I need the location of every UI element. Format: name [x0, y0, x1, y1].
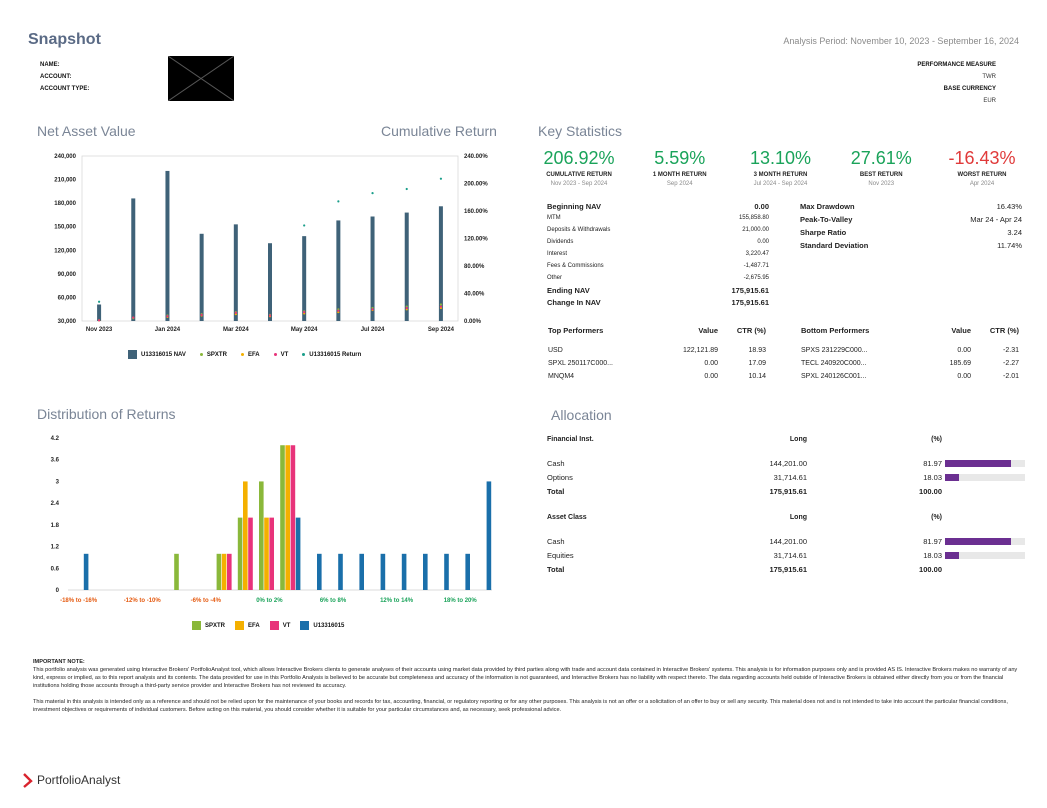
allocation-header [547, 436, 1027, 450]
nav-row-value: 175,915.61 [731, 285, 769, 295]
key-stat-tiles [533, 148, 1028, 187]
return-point-vt [440, 305, 442, 307]
nav-y-tick: 90,000 [57, 271, 76, 278]
nav-row-label: Beginning NAV [547, 201, 602, 211]
nav-bar [336, 220, 340, 321]
dist-legend-efa: EFA [235, 621, 260, 630]
allocation-row [547, 456, 1027, 470]
allocation-total-pct: 100.00 [919, 564, 942, 574]
nav-bar [97, 305, 101, 322]
nav-row-value: 175,915.61 [731, 297, 769, 307]
risk-row [800, 213, 1022, 226]
risk-row-value: 16.43% [996, 202, 1022, 211]
base-currency-value: EUR [983, 98, 996, 104]
performers-header-cell: Bottom Performers [801, 326, 870, 335]
performer-cell: USD [548, 347, 563, 354]
allocation-total-long: 175,915.61 [769, 486, 807, 496]
return-point-u13316015-return [98, 301, 100, 303]
nav-bar [234, 224, 238, 321]
stat-label: BEST RETURN [859, 172, 903, 178]
dist-bar-u13316015 [84, 554, 89, 590]
return-point-u13316015-return [303, 224, 305, 226]
risk-row [800, 239, 1022, 252]
performer-cell: 122,121.89 [682, 347, 718, 354]
stat-subtitle: Sep 2024 [666, 181, 693, 187]
risk-row-label: Sharpe Ratio [800, 228, 847, 237]
nav-row-label: Fees & Commissions [547, 263, 604, 269]
nav-breakdown [547, 200, 769, 308]
nav-row-value: 0.00 [757, 239, 769, 245]
nav-y2-tick: 120.00% [464, 236, 488, 243]
return-point-u13316015-return [440, 178, 442, 180]
portfolioanalyst-logo-icon [22, 772, 34, 788]
allocation-row-label: Cash [547, 458, 565, 468]
stat-tile [835, 148, 927, 187]
dist-bar-u13316015 [423, 554, 428, 590]
dist-bar-u13316015 [359, 554, 364, 590]
nav-x-tick: Jan 2024 [154, 327, 181, 333]
performer-row [801, 370, 1021, 383]
allocation-row-label: Equities [547, 550, 574, 560]
allocation-total-label: Total [547, 486, 565, 496]
dist-bar-vt [227, 554, 232, 590]
nav-x-tick: Sep 2024 [427, 327, 454, 333]
dist-bar-vt [291, 445, 296, 590]
stat-tile [533, 148, 625, 187]
dist-x-tick: 12% to 14% [380, 598, 414, 604]
nav-x-tick: Mar 2024 [222, 327, 249, 333]
allocation-tables [547, 436, 1027, 576]
risk-row-value: 11.74% [997, 241, 1022, 250]
risk-row-value: 3.24 [1007, 228, 1022, 237]
nav-row-label: Interest [547, 251, 568, 257]
allocation-row-label: Cash [547, 536, 565, 546]
stat-tile [735, 148, 827, 187]
nav-legend [128, 350, 361, 359]
performer-row [548, 370, 766, 383]
cumulative-return-title: Cumulative Return [381, 123, 497, 139]
nav-bar [371, 217, 375, 322]
performer-cell: 0.00 [704, 373, 718, 380]
dist-y-tick: 0.6 [50, 566, 59, 573]
allocation-bar-fill [945, 474, 959, 481]
dist-bar-efa [285, 445, 290, 590]
nav-row-label: Other [547, 275, 563, 281]
dist-bar-u13316015 [487, 481, 492, 590]
analysis-period: Analysis Period: November 10, 2023 - September 16, 2024 [783, 36, 1019, 46]
dist-x-tick: 18% to 20% [443, 598, 477, 604]
allocation-title: Allocation [551, 407, 612, 423]
dist-y-tick: 3 [55, 479, 59, 486]
note-paragraph-2: This material in this analysis is intended only as a reference and should not be relied upon for the maintenance of your books and records for tax, accounting, financial, or regulatory reporting or for any other purposes. This analysis is not an offer or a solicitation of an offer to buy or sell any security. This material does not and is not intended to take into account the particular financial conditions, investment objectives or requirements of individual customers. Before acting on this material, you should consider whether it is suitable for your particular circumstances and, as necessary, seek professional advice. [33, 699, 1008, 713]
allocation-row-pct: 18.03 [923, 472, 942, 482]
stat-value: 27.61% [850, 148, 912, 168]
bottom-performers-table [801, 326, 1021, 383]
footer-brand [22, 772, 120, 788]
dist-bar-spxtr [238, 518, 243, 590]
dist-bar-spxtr [280, 445, 285, 590]
stat-label: CUMULATIVE RETURN [546, 172, 612, 178]
nav-row [547, 284, 769, 296]
nav-y2-tick: 80.00% [464, 264, 485, 270]
dist-x-tick: -12% to -10% [123, 598, 161, 604]
allocation-bar-track [945, 460, 1025, 467]
return-point-spxtr [440, 303, 442, 305]
stat-label: 1 MONTH RETURN [652, 172, 707, 178]
dist-x-tick: 6% to 8% [319, 598, 347, 604]
allocation-header-cell: (%) [931, 436, 942, 443]
risk-row-label: Max Drawdown [800, 202, 855, 211]
performer-cell: -2.31 [1003, 347, 1019, 354]
allocation-row [547, 548, 1027, 562]
legend-return: U13316015 Return [302, 352, 361, 358]
performer-cell: -2.01 [1003, 373, 1019, 380]
nav-x-tick: Nov 2023 [85, 327, 113, 333]
distribution-chart [0, 430, 500, 610]
performer-cell: 0.00 [704, 360, 718, 367]
stat-subtitle: Nov 2023 - Sep 2024 [550, 181, 608, 187]
nav-y-tick: 60,000 [57, 295, 76, 302]
return-point-vt [132, 316, 134, 318]
account-label: ACCOUNT: [40, 74, 72, 80]
dist-bar-efa [243, 481, 248, 590]
return-point-vt [201, 314, 203, 316]
nav-bar [131, 198, 135, 321]
risk-row-label: Peak-To-Valley [800, 215, 853, 224]
account-type-label: ACCOUNT TYPE: [40, 86, 90, 92]
dist-bar-spxtr [217, 554, 222, 590]
allocation-row-long: 144,201.00 [769, 458, 807, 468]
risk-stats [800, 200, 1022, 252]
distribution-title: Distribution of Returns [37, 406, 176, 422]
legend-efa: EFA [241, 352, 260, 358]
nav-row-value: -2,675.95 [743, 275, 769, 281]
nav-bar [165, 171, 169, 321]
performer-cell: MNQM4 [548, 373, 575, 380]
performer-cell: 0.00 [957, 373, 971, 380]
return-point-u13316015-return [371, 192, 373, 194]
stat-label: WORST RETURN [957, 172, 1007, 178]
nav-bar [405, 213, 409, 321]
allocation-header-cell: (%) [931, 514, 942, 521]
nav-row-label: MTM [547, 215, 561, 221]
allocation-row-long: 31,714.61 [773, 550, 807, 560]
allocation-bar-fill [945, 538, 1011, 545]
nav-row-value: 0.00 [754, 201, 769, 211]
risk-row-label: Standard Deviation [800, 241, 869, 250]
nav-row-value: 21,000.00 [742, 227, 769, 233]
nav-x-tick: Jul 2024 [360, 327, 385, 333]
nav-y-tick: 120,000 [54, 248, 76, 255]
stat-subtitle: Nov 2023 [868, 181, 895, 187]
legend-vt: VT [274, 352, 289, 358]
risk-row-value: Mar 24 - Apr 24 [970, 215, 1022, 224]
stat-value: 13.10% [749, 148, 812, 168]
stat-tile [634, 148, 726, 187]
allocation-header-cell: Long [789, 436, 807, 443]
nav-chart [0, 145, 520, 335]
allocation-total-pct: 100.00 [919, 486, 942, 496]
allocation-row-long: 144,201.00 [769, 536, 807, 546]
nav-y2-tick: 0.00% [464, 319, 482, 325]
dist-bar-u13316015 [444, 554, 449, 590]
performers-header-cell: CTR (%) [736, 326, 766, 335]
performer-cell: 18.93 [748, 347, 766, 354]
nav-x-tick: May 2024 [290, 327, 318, 333]
stat-value: 5.59% [654, 148, 706, 168]
base-currency-label: BASE CURRENCY [943, 86, 996, 92]
allocation-row-pct: 81.97 [923, 536, 942, 546]
note-heading: IMPORTANT NOTE: [33, 659, 85, 665]
return-point-vt [371, 308, 373, 310]
return-point-vt [337, 310, 339, 312]
nav-row [547, 248, 769, 260]
redacted-cross-icon [168, 56, 234, 101]
performers-header-cell: Value [951, 326, 971, 335]
allocation-bar-track [945, 552, 1025, 559]
return-point-vt [235, 312, 237, 314]
performer-row [801, 344, 1021, 357]
allocation-header [547, 514, 1027, 528]
dist-bar-u13316015 [381, 554, 386, 590]
return-point-vt [303, 311, 305, 313]
nav-row [547, 260, 769, 272]
allocation-header-cell: Long [789, 514, 807, 521]
nav-y-tick: 210,000 [54, 177, 76, 184]
dist-bar-u13316015 [402, 554, 407, 590]
stat-subtitle: Jul 2024 - Sep 2024 [753, 181, 808, 187]
distribution-legend [192, 621, 344, 630]
dist-bar-u13316015 [338, 554, 343, 590]
nav-row [547, 272, 769, 284]
legend-spxtr: SPXTR [200, 352, 227, 358]
dist-bar-efa [264, 518, 269, 590]
nav-row-label: Dividends [547, 239, 574, 245]
nav-y-tick: 30,000 [57, 319, 76, 325]
dist-legend-spxtr: SPXTR [192, 621, 225, 630]
nav-y-tick: 180,000 [54, 201, 76, 208]
performer-cell: 185.69 [949, 360, 971, 367]
allocation-total [547, 484, 1027, 498]
performers-header [801, 326, 1021, 340]
performer-cell: 10.14 [748, 373, 766, 380]
nav-y2-tick: 200.00% [464, 181, 488, 188]
performer-row [801, 357, 1021, 370]
nav-bar [302, 236, 306, 321]
return-point-vt [269, 314, 271, 316]
return-point-u13316015-return [337, 200, 339, 202]
dist-bar-u13316015 [465, 554, 470, 590]
dist-y-tick: 1.2 [50, 544, 59, 551]
dist-bar-vt [248, 518, 253, 590]
return-point-vt [166, 315, 168, 317]
nav-row [547, 200, 769, 212]
dist-bar-spxtr [259, 481, 264, 590]
nav-row [547, 236, 769, 248]
nav-y2-tick: 160.00% [464, 209, 488, 215]
key-statistics-title: Key Statistics [538, 123, 623, 139]
nav-row-label: Deposits & Withdrawals [547, 227, 611, 233]
dist-bar-efa [222, 554, 227, 590]
performer-cell: TECL 240920C000... [801, 360, 867, 367]
dist-legend-account: U13316015 [300, 621, 344, 630]
name-label: NAME: [40, 62, 60, 68]
dist-x-tick: -18% to -16% [60, 598, 98, 604]
nav-bar [268, 243, 272, 321]
performer-cell: SPXS 231229C000... [801, 347, 868, 354]
nav-row [547, 296, 769, 308]
return-point-vt [406, 307, 408, 309]
performer-cell: -2.27 [1003, 360, 1019, 367]
allocation-row-long: 31,714.61 [773, 472, 807, 482]
allocation-row-pct: 81.97 [923, 458, 942, 468]
dist-x-tick: -6% to -4% [190, 598, 221, 604]
return-point-u13316015-return [406, 188, 408, 190]
nav-row [547, 212, 769, 224]
allocation-header-cell: Financial Inst. [547, 436, 594, 443]
stat-label: 3 MONTH RETURN [753, 172, 808, 178]
performance-measure-label: PERFORMANCE MEASURE [917, 62, 996, 68]
allocation-row-pct: 18.03 [923, 550, 942, 560]
performer-cell: SPXL 250117C000... [548, 360, 613, 367]
performers-header [548, 326, 766, 340]
stat-value: -16.43% [948, 148, 1016, 168]
allocation-bar-fill [945, 552, 959, 559]
return-point-vt [98, 319, 100, 321]
performer-cell: SPXL 240126C001... [801, 373, 867, 380]
stat-subtitle: Apr 2024 [969, 181, 995, 187]
nav-row [547, 224, 769, 236]
allocation-header-cell: Asset Class [547, 514, 587, 521]
important-note [33, 658, 1018, 714]
allocation-bar-track [945, 474, 1025, 481]
dist-bar-spxtr [174, 554, 179, 590]
nav-y2-tick: 40.00% [464, 291, 485, 298]
performer-row [548, 357, 766, 370]
nav-row-value: -1,487.71 [743, 263, 769, 269]
note-paragraph-1: This portfolio analysis was generated using Interactive Brokers' PortfolioAnalyst tool, which allows Interactive Brokers clients to generate analyses of their accounts using market data provided by third parties along with trade and account data contained in Interactive Brokers' systems. This analysis is for information purposes only and is provided AS IS. Interactive Brokers makes no warranty of any kind, express or implied, as to this report analysis and its contents. The data provided for use in this Portfolio Analysis is believed to be accurate but completeness and accuracy of the information is not guaranteed, and Interactive Brokers has no liability with respect thereto. The data regarding accounts held outside of Interactive Brokers is obtained either directly from you or from the financial institutions holding those accounts through a third-party service provider and Interactive Brokers has not reviewed its accuracy. [33, 667, 1018, 689]
allocation-bar-fill [945, 460, 1011, 467]
nav-row-label: Change In NAV [547, 297, 601, 307]
nav-row-label: Ending NAV [547, 285, 590, 295]
dist-y-tick: 0 [55, 588, 59, 594]
brand-name: PortfolioAnalyst [37, 773, 121, 787]
redacted-image [168, 56, 234, 101]
stat-tile [936, 148, 1028, 187]
performance-measure-value: TWR [982, 74, 996, 80]
performer-cell: 0.00 [957, 347, 971, 354]
nav-row-value: 155,858.80 [738, 215, 769, 221]
performers-header-cell: Value [698, 326, 718, 335]
dist-bar-u13316015 [317, 554, 322, 590]
stat-value: 206.92% [543, 148, 615, 168]
dist-y-tick: 1.8 [50, 522, 59, 529]
legend-nav: U13316015 NAV [128, 350, 186, 359]
nav-y2-tick: 240.00% [464, 154, 488, 160]
nav-section-title: Net Asset Value [37, 123, 136, 139]
allocation-total-long: 175,915.61 [769, 564, 807, 574]
allocation-row-label: Options [547, 472, 573, 482]
nav-bar [200, 234, 204, 321]
allocation-row [547, 534, 1027, 548]
risk-row [800, 226, 1022, 239]
dist-y-tick: 4.2 [50, 436, 59, 442]
performers-header-cell: CTR (%) [989, 326, 1019, 335]
performers-header-cell: Top Performers [548, 326, 604, 335]
dist-bar-u13316015 [296, 518, 301, 590]
nav-y-tick: 150,000 [54, 224, 76, 231]
dist-bar-vt [269, 518, 274, 590]
allocation-total-label: Total [547, 564, 565, 574]
dist-y-tick: 2.4 [50, 501, 59, 508]
performer-cell: 17.09 [748, 360, 766, 367]
page-title: Snapshot [28, 31, 101, 48]
dist-y-tick: 3.6 [50, 457, 59, 464]
top-performers-table [548, 326, 766, 383]
nav-y-tick: 240,000 [54, 154, 76, 160]
dist-x-tick: 0% to 2% [256, 598, 283, 604]
nav-row-value: 3,220.47 [745, 251, 769, 257]
dist-legend-vt: VT [270, 621, 291, 630]
allocation-row [547, 470, 1027, 484]
performer-row [548, 344, 766, 357]
risk-row [800, 200, 1022, 213]
allocation-total [547, 562, 1027, 576]
allocation-bar-track [945, 538, 1025, 545]
